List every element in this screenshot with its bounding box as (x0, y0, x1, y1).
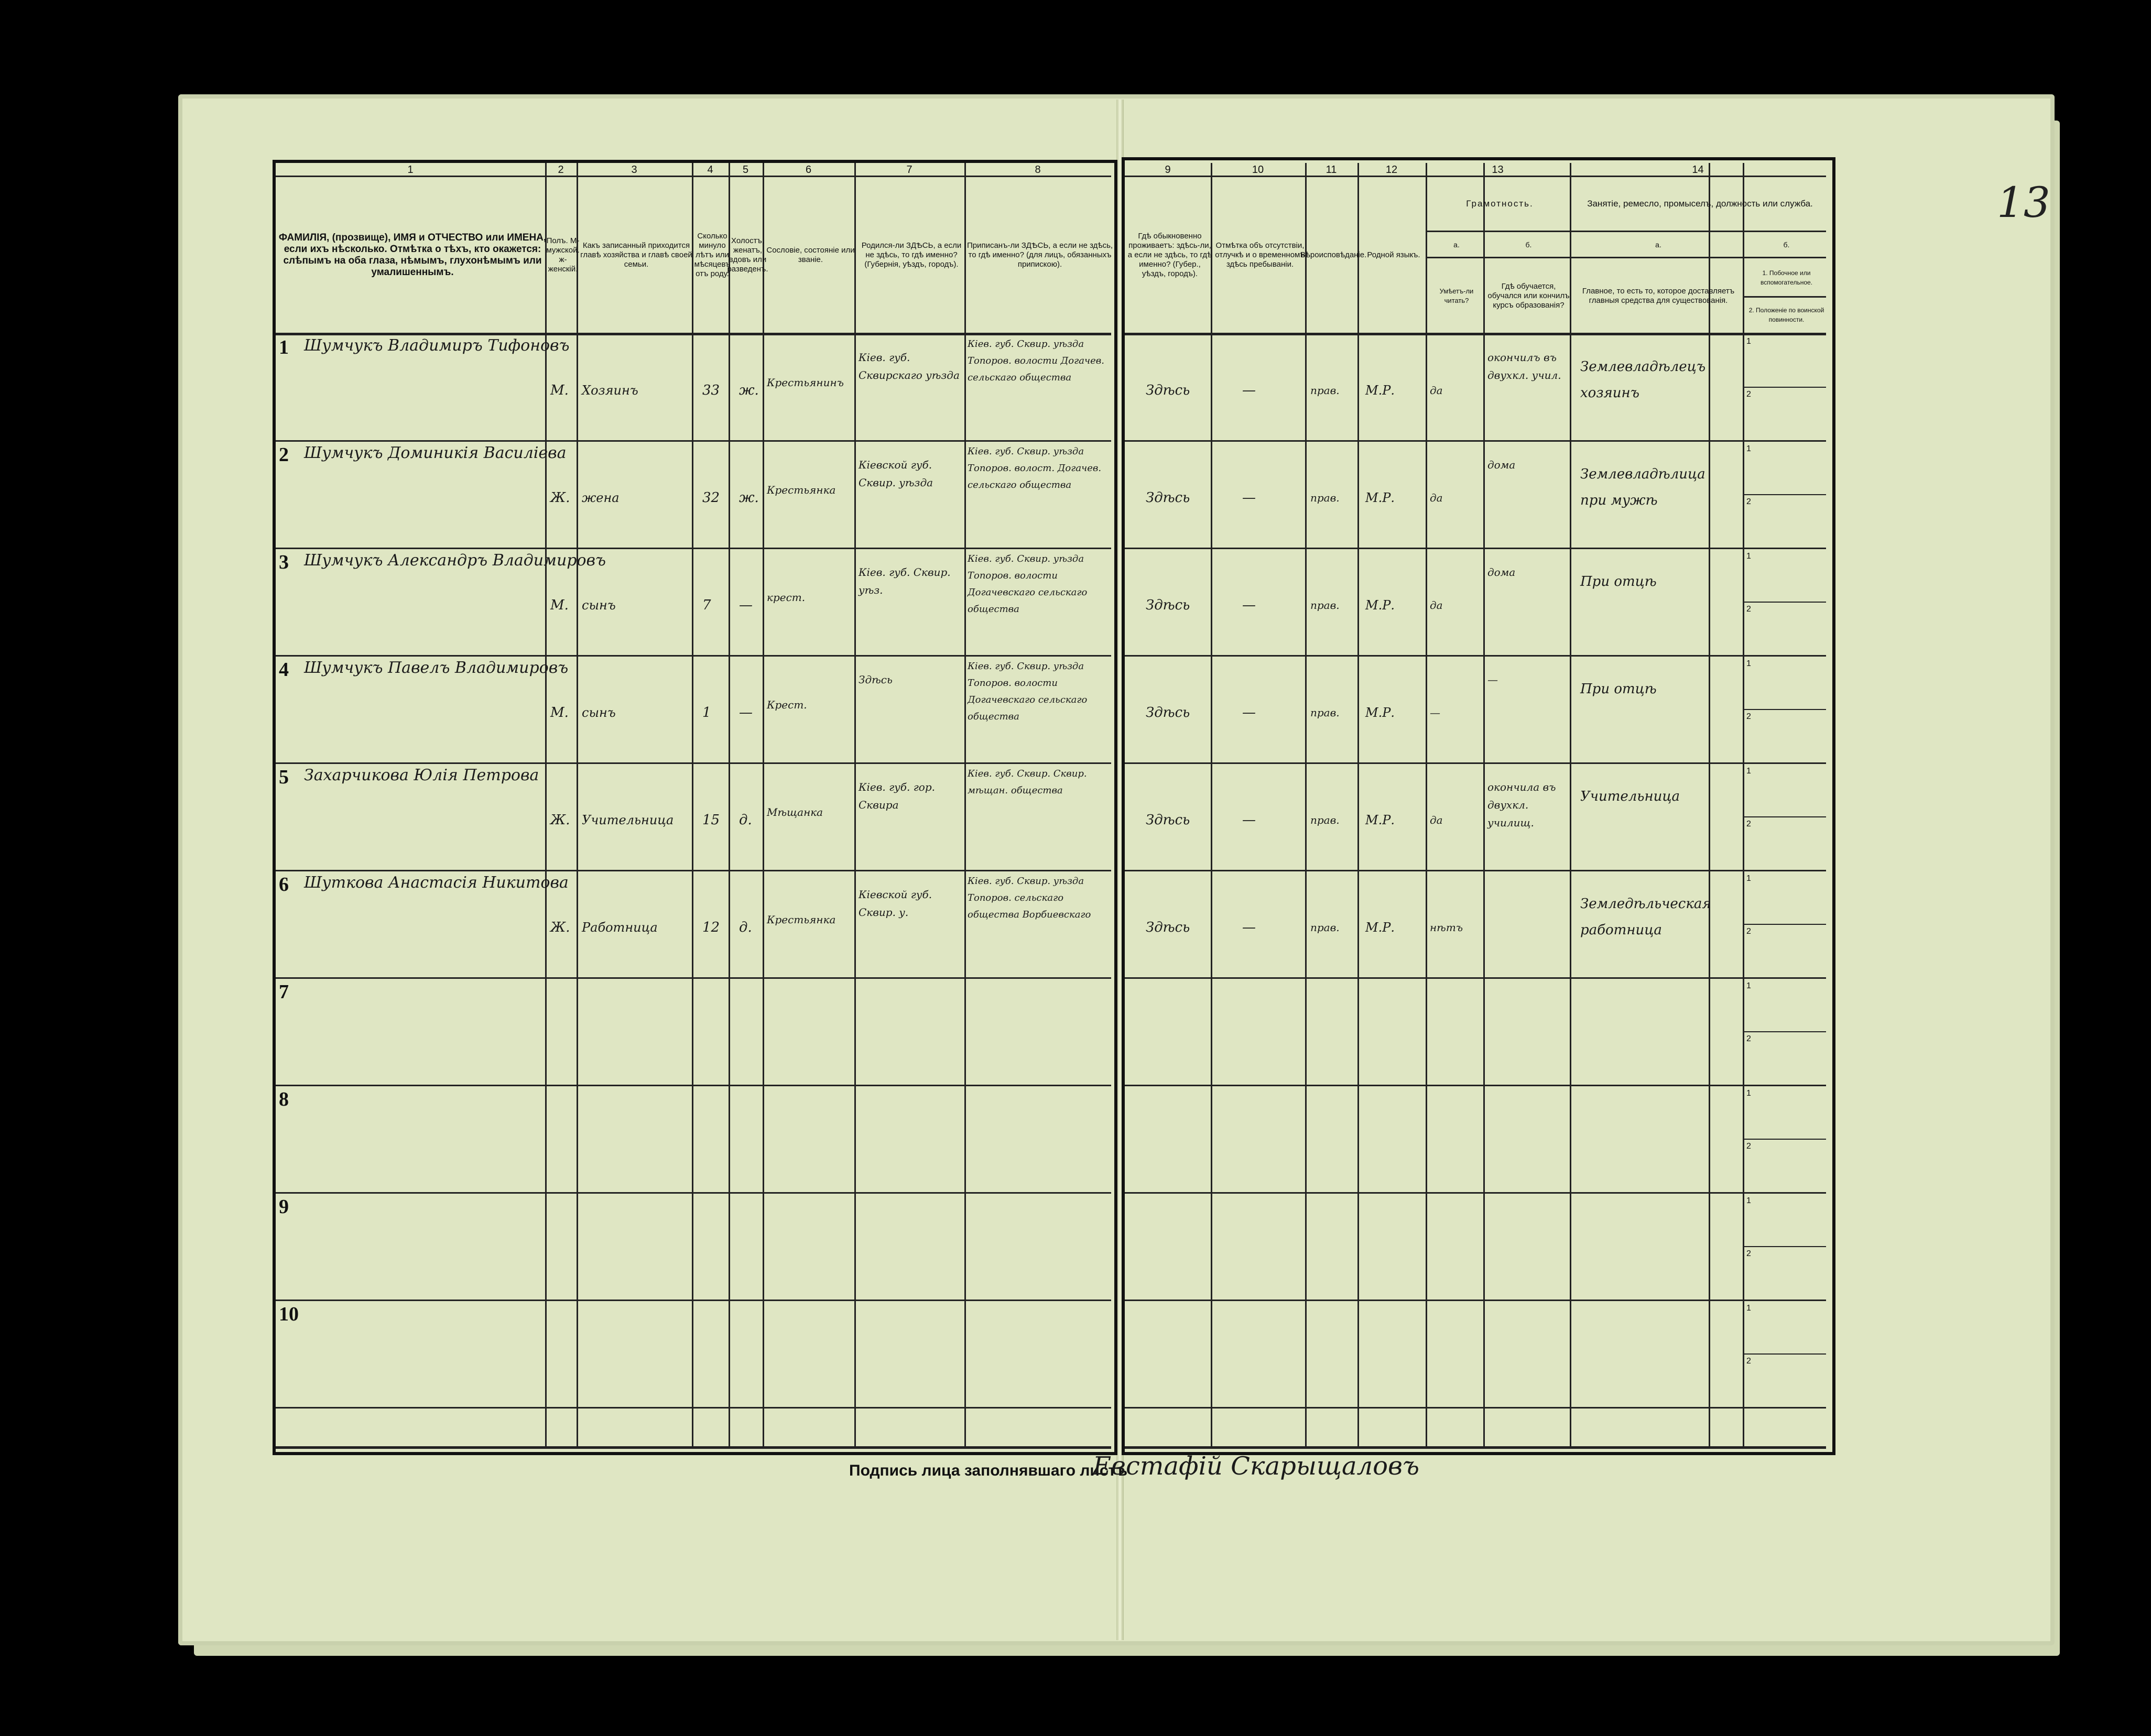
right-col-divider (1305, 163, 1307, 1446)
left-row-line (276, 870, 1111, 871)
right-col-divider (1211, 163, 1212, 1446)
age-value: 12 (702, 920, 720, 935)
header-col2: Полъ. М-мужской. ж-женскій. (546, 236, 580, 274)
residence-value: Здѣсь (1146, 597, 1190, 613)
occupation-value: Землевладѣлецъ хозяинъ (1580, 359, 1706, 401)
left-col-divider (545, 163, 547, 1446)
birthplace-value: Кіевской губ. Сквир. уѣзда (859, 458, 933, 489)
right-row-line (1125, 440, 1826, 442)
left-row-line (276, 977, 1111, 979)
education-value: — (1487, 673, 1498, 686)
right-row-line (1125, 1085, 1826, 1086)
absence-value: — (1242, 920, 1256, 935)
column-number: 2 (558, 164, 564, 176)
sub-row-line (1743, 709, 1826, 710)
language-value: М.Р. (1365, 383, 1395, 398)
education-value: окончила въ двухкл. училищ. (1487, 781, 1556, 829)
right-bottom-line (1125, 1446, 1826, 1449)
left-col-divider (964, 163, 966, 1446)
sub-number-1: 1 (1746, 1089, 1751, 1098)
header-col11: Вѣроисповѣданіе. (1300, 250, 1367, 259)
right-row-line (1125, 1407, 1826, 1409)
estate-value: Мѣщанка (767, 806, 823, 818)
religion-value: прав. (1310, 384, 1340, 397)
religion-value: прав. (1310, 814, 1340, 826)
row-number: 5 (279, 766, 289, 788)
literate-value: да (1430, 814, 1443, 826)
row-number: 9 (279, 1196, 289, 1218)
column-number: 3 (631, 164, 637, 176)
age-value: 32 (702, 490, 720, 506)
right-row-line (1125, 1192, 1826, 1194)
language-value: М.Р. (1365, 598, 1395, 613)
sub-row-line (1743, 1246, 1826, 1247)
sub-number-2: 2 (1746, 819, 1751, 828)
literate-value: — (1430, 706, 1440, 719)
column-number: 7 (906, 164, 912, 176)
language-value: М.Р. (1365, 705, 1395, 720)
row-number: 7 (279, 981, 289, 1003)
sub-row-line (1743, 924, 1826, 925)
row-number: 3 (279, 551, 289, 573)
signature-value: Евстафій Скарыщаловъ (1093, 1451, 1419, 1481)
column-number: 4 (707, 164, 713, 176)
header-col14b2: 2. Положеніе по воинской повинности. (1748, 307, 1824, 323)
literate-value: да (1430, 599, 1443, 612)
row-number: 8 (279, 1088, 289, 1110)
right-col-divider (1357, 163, 1359, 1446)
left-bottom-line (276, 1446, 1111, 1449)
column-number: 9 (1165, 164, 1171, 176)
language-value: М.Р. (1365, 813, 1395, 827)
sex-value: М. (550, 597, 569, 613)
header-col13b-label: б. (1525, 241, 1532, 249)
occupation-value: При отцѣ (1580, 574, 1657, 589)
sex-value: Ж. (550, 812, 570, 828)
column-number: 10 (1252, 164, 1264, 176)
column-number: 13 (1492, 164, 1504, 176)
header-col10: Отмѣтка объ отсутствіи, отлучкѣ и о временномъ здѣсь пребываніи. (1215, 241, 1305, 269)
right-col-divider (1426, 163, 1427, 1446)
sub-number-1: 1 (1746, 874, 1751, 883)
residence-value: Здѣсь (1146, 812, 1190, 828)
sub-row-line (1743, 387, 1826, 388)
literate-value: нѣтъ (1430, 921, 1463, 934)
sub-number-2: 2 (1746, 497, 1751, 506)
registered-value: Кіев. губ. Сквир. Сквир. мѣщан. общества (968, 768, 1087, 796)
registered-value: Кіев. губ. Сквир. уѣзда Топоров. сельскаго общества Ворбиевскаго (968, 876, 1091, 920)
registered-value: Кіев. губ. Сквир. уѣзда Топоров. волост. Догачев. сельскаго общества (968, 446, 1102, 490)
header-col12: Родной языкъ. (1367, 250, 1420, 259)
literate-value: да (1430, 384, 1443, 397)
age-value: 33 (702, 383, 720, 398)
right-row-line (1125, 1300, 1826, 1301)
person-name: Шуткова Анастасія Никитова (304, 874, 569, 892)
sex-value: Ж. (550, 490, 570, 506)
relation-value: Учительница (582, 813, 674, 827)
relation-value: сынъ (582, 598, 616, 613)
relation-value: Работница (582, 920, 658, 935)
birthplace-value: Кіев. губ. Сквирскаго уѣзда (859, 351, 960, 381)
header-col14b1: 1. Побочное или вспомогательное. (1760, 269, 1813, 286)
sub-number-2: 2 (1746, 712, 1751, 721)
right-row-line (1125, 870, 1826, 871)
birthplace-value: Кіев. губ. Сквир. уѣз. (859, 566, 951, 596)
column-number: 6 (805, 164, 812, 176)
person-name: Шумчукъ Александръ Владимировъ (304, 551, 606, 570)
column-number: 11 (1326, 164, 1337, 176)
absence-value: — (1242, 705, 1256, 720)
registered-value: Кіев. губ. Сквир. уѣзда Топоров. волости Догачевскаго сельскаго общества (968, 553, 1088, 615)
estate-value: Крестьянка (767, 484, 836, 496)
person-name: Захарчикова Юлія Петрова (304, 766, 539, 784)
left-row-line (276, 1407, 1111, 1409)
header-col1: ФАМИЛІЯ, (прозвище), ИМЯ и ОТЧЕСТВО или ИМЕНА, если ихъ нѣсколько. Отмѣтка о тѣхъ, кто окажется: слѣпымъ на оба глаза, нѣмымъ, глухонѣмымъ или умалишеннымъ. (278, 232, 547, 278)
sub-number-2: 2 (1746, 1034, 1751, 1043)
registered-value: Кіев. губ. Сквир. уѣзда Топоров. волости Догачевскаго сельскаго общества (968, 661, 1088, 722)
row-number: 6 (279, 874, 289, 896)
left-row-line (276, 1192, 1111, 1194)
person-name: Шумчукъ Владимиръ Тифоновъ (304, 336, 570, 355)
sub-number-1: 1 (1746, 981, 1751, 990)
left-header-line (276, 333, 1111, 335)
literate-value: да (1430, 492, 1443, 504)
left-row-line (276, 548, 1111, 549)
sub-number-2: 2 (1746, 926, 1751, 936)
religion-value: прав. (1310, 921, 1340, 934)
row-number: 2 (279, 444, 289, 466)
registered-value: Кіев. губ. Сквир. уѣзда Топоров. волости Догачев. сельскаго общества (968, 339, 1104, 383)
marital-value: ж. (739, 490, 759, 506)
sub-number-1: 1 (1746, 337, 1751, 346)
sub-row-line (1743, 494, 1826, 495)
marital-value: д. (739, 920, 752, 935)
header-col13a-label: а. (1453, 241, 1460, 249)
page-number-mark: 13 (1997, 178, 2050, 227)
sub-row-line (1743, 602, 1826, 603)
occupation-value: Учительница (1580, 789, 1680, 804)
age-value: 1 (702, 705, 711, 720)
education-value: дома (1487, 458, 1516, 471)
left-col-divider (854, 163, 856, 1446)
residence-value: Здѣсь (1146, 383, 1190, 398)
left-col-divider (577, 163, 578, 1446)
religion-value: прав. (1310, 599, 1340, 612)
sub-number-2: 2 (1746, 1141, 1751, 1151)
column-number: 8 (1035, 164, 1041, 176)
header-col8: Приписанъ-ли ЗДѢСЬ, а если не здѣсь, то гдѣ именно? (для лицъ, обязанныхъ припискою). (966, 241, 1113, 269)
left-row-line (276, 1085, 1111, 1086)
header-col5: Холостъ, женатъ, вдовъ или разведенъ. (727, 236, 768, 274)
absence-value: — (1242, 812, 1256, 828)
header-col7: Родился-ли ЗДѢСЬ, а если не здѣсь, то гдѣ именно? (Губернія, уѣздъ, городъ). (861, 241, 962, 269)
sub-number-1: 1 (1746, 1304, 1751, 1313)
residence-value: Здѣсь (1146, 920, 1190, 935)
header-col3: Какъ записанный приходится главѣ хозяйства и главѣ своей семьи. (580, 241, 692, 269)
right-row-line (1125, 977, 1826, 979)
header-col6: Сословіе, состояніе или званіе. (766, 246, 855, 264)
sub-number-2: 2 (1746, 604, 1751, 614)
column-number: 1 (407, 164, 414, 176)
birthplace-value: Здѣсь (859, 673, 893, 686)
header-col13: Грамотность. (1466, 198, 1534, 209)
relation-value: сынъ (582, 705, 616, 720)
sub-number-2: 2 (1746, 1249, 1751, 1258)
birthplace-value: Кіев. губ. гор. Сквира (859, 781, 936, 811)
relation-value: жена (582, 490, 620, 505)
right-col-divider (1570, 163, 1571, 1446)
absence-value: — (1242, 490, 1256, 506)
sub-number-2: 2 (1746, 1356, 1751, 1366)
sub-number-1: 1 (1746, 767, 1751, 776)
education-value: окончилъ въ двухкл. учил. (1487, 351, 1561, 381)
sex-value: Ж. (550, 920, 570, 935)
person-name: Шумчукъ Доминикія Василіева (304, 444, 567, 462)
left-col-divider (692, 163, 693, 1446)
header-col13a: Умѣетъ-ли читать? (1439, 287, 1474, 304)
left-col-divider (729, 163, 730, 1446)
header-col4: Сколько минуло лѣтъ или мѣсяцевъ отъ роду. (694, 232, 731, 278)
header-col9: Гдѣ обыкновенно проживаетъ: здѣсь-ли, а если не здѣсь, то гдѣ именно? (Губер., уѣздъ, городъ). (1127, 232, 1212, 278)
education-value: дома (1487, 566, 1516, 578)
person-name: Шумчукъ Павелъ Владимировъ (304, 659, 569, 677)
signature-label: Подпись лица заполнявшаго листъ (849, 1462, 1128, 1479)
residence-value: Здѣсь (1146, 705, 1190, 720)
header-col14: Занятіе, ремесло, промыселъ, должность или служба. (1587, 198, 1813, 209)
religion-value: прав. (1310, 706, 1340, 719)
occupation-value: Земледѣльческая работница (1580, 896, 1711, 938)
marital-value: ж. (739, 383, 759, 398)
estate-value: Крест. (767, 698, 807, 711)
absence-value: — (1242, 597, 1256, 613)
left-col-divider (763, 163, 764, 1446)
sub-row-line (1743, 1353, 1826, 1355)
right-row-line (1125, 548, 1826, 549)
sub-number-1: 1 (1746, 444, 1751, 453)
absence-value: — (1242, 383, 1256, 398)
column-number: 12 (1385, 164, 1398, 176)
sub-number-1: 1 (1746, 659, 1751, 668)
row-number: 10 (279, 1303, 299, 1325)
left-row-line (276, 762, 1111, 764)
sub-number-1: 1 (1746, 552, 1751, 561)
right-col-divider (1743, 163, 1744, 1446)
estate-value: крест. (767, 591, 806, 604)
sub-row-line (1743, 1139, 1826, 1140)
occupation-value: При отцѣ (1580, 681, 1657, 697)
religion-value: прав. (1310, 492, 1340, 504)
estate-value: Крестьянинъ (767, 376, 844, 389)
left-row-line (276, 1300, 1111, 1301)
age-value: 15 (702, 812, 720, 828)
birthplace-value: Кіевской губ. Сквир. у. (859, 888, 932, 919)
column-number: 5 (742, 164, 749, 176)
language-value: М.Р. (1365, 920, 1395, 935)
sex-value: М. (550, 383, 569, 398)
right-col-divider (1483, 163, 1485, 1446)
right-row-line (1125, 762, 1826, 764)
header-col14b-label: б. (1783, 241, 1790, 249)
sex-value: М. (550, 705, 569, 720)
sub-number-1: 1 (1746, 1196, 1751, 1205)
age-value: 7 (702, 597, 711, 613)
left-row-line (276, 655, 1111, 657)
marital-value: — (739, 705, 753, 720)
row-number: 4 (279, 659, 289, 681)
language-value: М.Р. (1365, 490, 1395, 505)
marital-value: — (739, 597, 753, 613)
header-col14a-label: а. (1655, 241, 1661, 249)
sub-row-line (1743, 1031, 1826, 1032)
sub-row-line (1743, 816, 1826, 817)
column-number: 14 (1692, 164, 1704, 176)
relation-value: Хозяинъ (582, 383, 638, 398)
row-number: 1 (279, 336, 289, 358)
estate-value: Крестьянка (767, 913, 836, 926)
header-col14a: Главное, то есть то, которое доставляетъ главныя средства для существованія. (1582, 287, 1735, 305)
sub-number-2: 2 (1746, 389, 1751, 399)
marital-value: д. (739, 812, 752, 828)
left-row-line (276, 440, 1111, 442)
residence-value: Здѣсь (1146, 490, 1190, 506)
header-col13b: Гдѣ обучается, обучался или кончилъ курсъ образованія? (1487, 282, 1570, 310)
right-row-line (1125, 655, 1826, 657)
occupation-value: Землевладѣлица при мужѣ (1580, 466, 1705, 508)
